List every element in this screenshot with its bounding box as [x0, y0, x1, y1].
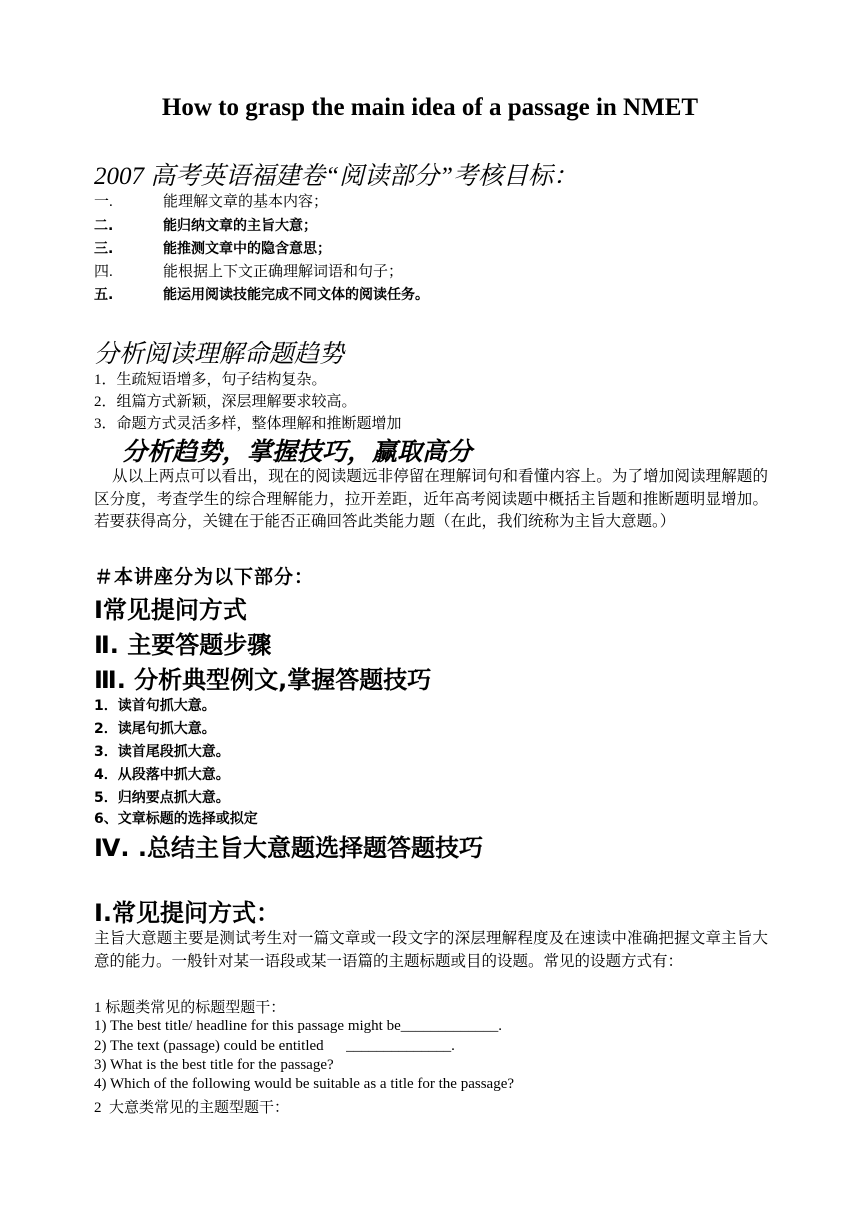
skill-item: 6、文章标题的选择或拟定: [94, 811, 258, 827]
goal-number: 五.: [94, 287, 114, 303]
outline-heading: ＃本讲座分为以下部分：: [94, 566, 315, 588]
question-stem: 2) The text (passage) could be entitled ______________.: [94, 1038, 455, 1054]
goal-text: 能推测文章中的隐含意思；: [163, 241, 331, 257]
question-stem: 1) The best title/ headline for this passage might be_____________.: [94, 1018, 502, 1034]
skill-item: 1．读首句抓大意。: [94, 698, 216, 714]
section-paragraph: 主旨大意题主要是测试考生对一篇文章或一段文字的深层理解程度及在速读中准确把握文章主旨大意的能力。一般针对某一语段或某一语篇的主题标题或目的设题。常见的设题方式有：: [94, 930, 768, 970]
goal-number: 四.: [94, 264, 113, 280]
question-stem: 3) What is the best title for the passage?: [94, 1057, 334, 1073]
goal-number: 三.: [94, 241, 114, 257]
skill-item: 5．归纳要点抓大意。: [94, 790, 230, 806]
goal-number: 二.: [94, 218, 114, 234]
question-category: 2 大意类常见的主题型题干：: [94, 1100, 290, 1116]
skill-item: 4．从段落中抓大意。: [94, 767, 230, 783]
goals-heading: 2007 高考英语福建卷“阅读部分”考核目标：: [94, 163, 579, 190]
outline-part: Ⅰ常见提问方式: [94, 596, 247, 624]
trend-item: 3．命题方式灵活多样，整体理解和推断题增加: [94, 416, 402, 432]
outline-part: Ⅲ. 分析典型例文,掌握答题技巧: [94, 666, 432, 694]
outline-part: Ⅱ. 主要答题步骤: [94, 631, 272, 659]
trend-paragraph: 从以上两点可以看出，现在的阅读题远非停留在理解词句和看懂内容上。为了增加阅读理解题的区分度，考查学生的综合理解能力，拉开差距，近年高考阅读题中概括主旨题和推断题明显增加。若要获得高分，关键在于能否正确回答此类能力题（在此，我们统称为主旨大意题。）: [94, 468, 768, 531]
trend-subheading: 分析趋势，掌握技巧，赢取高分: [122, 439, 473, 466]
goal-number: 一.: [94, 194, 113, 210]
skill-item: 2．读尾句抓大意。: [94, 721, 216, 737]
trend-item: 2．组篇方式新颖，深层理解要求较高。: [94, 394, 357, 410]
goal-text: 能运用阅读技能完成不同文体的阅读任务。: [163, 287, 429, 303]
trend-heading: 分析阅读理解命题趋势: [94, 341, 345, 368]
document-title: How to grasp the main idea of a passage in NMET: [161, 94, 699, 121]
section-heading: Ⅰ.常见提问方式：: [94, 899, 281, 927]
goal-text: 能理解文章的基本内容；: [163, 194, 329, 210]
skill-item: 3．读首尾段抓大意。: [94, 744, 230, 760]
outline-part: Ⅳ. .总结主旨大意题选择题答题技巧: [94, 834, 483, 862]
question-stem: 4) Which of the following would be suitable as a title for the passage?: [94, 1076, 515, 1092]
goal-text: 能根据上下文正确理解词语和句子；: [163, 264, 404, 280]
trend-item: 1．生疏短语增多，句子结构复杂。: [94, 372, 327, 388]
question-category: 1 标题类常见的标题型题干：: [94, 1000, 286, 1016]
goal-text: 能归纳文章的主旨大意；: [163, 218, 317, 234]
